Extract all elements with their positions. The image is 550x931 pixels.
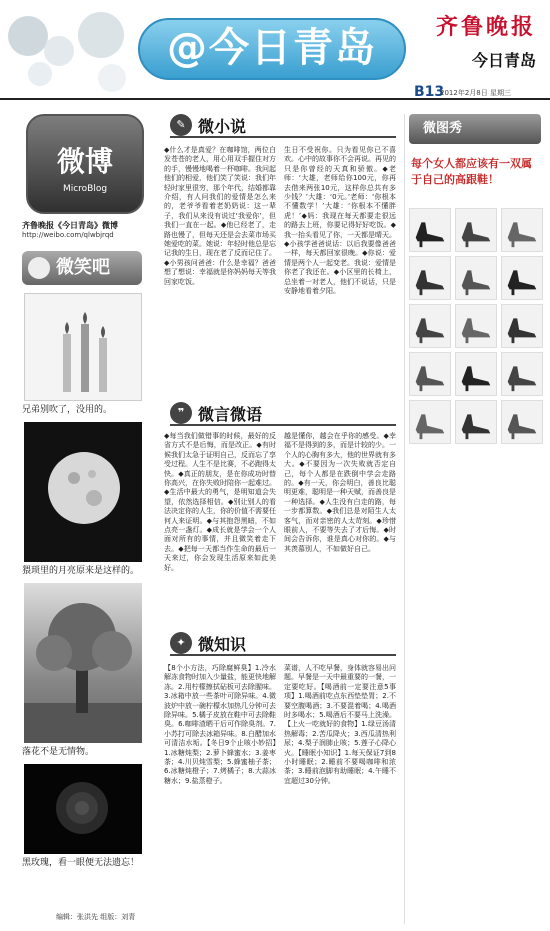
weibo-credit: 齐鲁晚报《今日青岛》微博 xyxy=(22,221,118,230)
smile-section-title: 微笑吧 xyxy=(56,257,110,278)
section-title: 微小说 xyxy=(198,117,247,136)
shoe-photo-grid xyxy=(409,208,543,444)
section-micro-knowledge xyxy=(170,632,396,656)
article-text: 越是懂你，越会在乎你的感受。◆幸福不是得到的多，而是计较的少。一个人的心胸有多大，他的世界就有多大。◆不要因为一次失败就否定自己，每个人都是在跌倒中学会走路的。◆有一天，你会明白，善良比聪明更难，聪明是一种天赋，而善良是一种选择。◆人生没有白走的路，每一步都算数。◆我们总是对陌生人太客气，而对亲密的人太苛刻。◆珍惜眼前人，不要等失去了才后悔。◆时间会告诉你，谁是真心对你的。◆与其羡慕别人，不如做好自己。 xyxy=(284,432,396,553)
photo-caption: 猥琐里的月亮原来是这样的。 xyxy=(22,566,140,576)
shoe-photo xyxy=(501,256,543,300)
shoe-photo xyxy=(501,352,543,396)
edition-name: 今日青岛 xyxy=(471,51,536,70)
shoe-photo xyxy=(409,256,451,300)
photo-candles xyxy=(24,293,142,401)
article-text: 生日不受祝你。只为看见你已不喜欢。心中的故事你不会再说。再见的只是你曾经的天真和骄傲。◆老师：‘大雄，老师给你100元，你再去借来两张10元，这样你总共有多少钱？’大雄：‘0元。’老师：‘你根本不懂数学！’大雄：‘你根本不懂胖虎！’◆妈：我现在每天都要走很远的路去上班，你要记得好好吃饭。◆我一抬头看见了你，一天都是晴天。◆小孩学爸爸说话：以后我要像爸爸一样，每天都回家很晚。◆你说：爱情是两个人一起变老。我说：爱情是你老了我还在。◆小区里的长椅上，总坐着一对老人，他们不说话，只是安静地看着夕阳。 xyxy=(284,146,396,296)
shoe-photo xyxy=(455,304,497,348)
section-micro-fiction xyxy=(170,114,396,138)
article-text: 【8个小方法，巧除腐鲜臭】1.冷水解冻食物时加入少量盐，能更快地解冻。2.用柠檬擦拭砧板可去除腥味。3.冰箱中放一些茶叶可除异味。4.微波炉中放一碗柠檬水加热几分钟可去除异味。5.橘子皮放在鞋中可去除鞋臭。6.咖啡渣晒干后可作除臭剂。7.小苏打可除去冰箱异味。8.白醋加水可清洁水垢。【冬日9个止咳小妙招】1.冰糖炖梨；2.萝卜蜂蜜水；3.姜枣茶；4.川贝炖雪梨；5.蜂蜜柚子茶；6.冰糖炖橙子；7.烤橘子；8.大蒜冰糖水；9.盐蒸橙子。 xyxy=(164,664,276,785)
article-column xyxy=(164,146,276,378)
shoe-photo xyxy=(409,304,451,348)
shoe-photo xyxy=(409,208,451,252)
article-text: 菜谱，人不吃早餐，身体就容易出问题。早餐是一天中最重要的一餐，一定要吃好。【喝酒前一定要注意5事项】1.喝酒前吃点东西垫垫胃；2.不要空腹喝酒；3.不要混着喝；4.喝酒时多喝水；5.喝酒后不要马上洗澡。【上火一吃就好的食物】1.绿豆汤清热解毒；2.苦瓜降火；3.西瓜清热利尿；4.梨子润肺止咳；5.莲子心降心火。【睡眠小知识】1.每天保证7到8小时睡眠；2.睡前不要喝咖啡和浓茶；3.睡前泡脚有助睡眠；4.午睡不宜超过30分钟。 xyxy=(284,664,396,785)
newspaper-brand: 齐鲁晚报 xyxy=(435,14,536,40)
smile-icon xyxy=(28,257,50,279)
shoe-photo xyxy=(409,400,451,444)
weibo-logo-text: 微博 xyxy=(56,145,113,178)
header-decoration xyxy=(8,6,138,92)
section-micro-sayings xyxy=(170,402,396,426)
photo-caption: 落花不是无情物。 xyxy=(22,747,95,757)
shoe-photo xyxy=(409,352,451,396)
pen-icon: ✎ xyxy=(170,114,192,136)
shoe-photo xyxy=(455,256,497,300)
quote-icon: ❞ xyxy=(170,402,192,424)
weibo-url[interactable]: http://weibo.com/qlwbjrqd xyxy=(22,231,114,239)
article-column xyxy=(284,432,396,610)
article-text: ◆什么才是真爱？在咖啡馆，两位白发苍苍的老人，用心用双手握住对方的手，慢慢地喝着一杯咖啡。我问起他们的相爱，他们笑了笑说：我们年轻时家里很穷，那个年代，结婚都靠介绍，有人问我们的爱情是怎么来的，老爷爷看着老奶奶说：这一辈子，我们从来没有说过‘我爱你’，但我们一直在一起。◆他已经老了，走路也慢了，但每天还是会去菜市场买她爱吃的菜。她说：年轻时他总是忘记我的生日，现在老了反而记住了。◆小男孩问爸爸：什么是幸福？爸爸想了想说：幸福就是你妈妈每天等我回家吃饭。 xyxy=(164,146,276,286)
section-title: 微知识 xyxy=(198,635,247,654)
masthead xyxy=(0,0,550,100)
editor-credit: 编辑：张洪先 组版：刘青 xyxy=(56,913,136,921)
photo-caption: 兄弟别吹了，没用的。 xyxy=(22,405,113,415)
shoe-photo xyxy=(455,400,497,444)
bulb-icon: ✦ xyxy=(170,632,192,654)
section-title: 微言微语 xyxy=(198,405,263,424)
photo-moon xyxy=(24,422,142,562)
picture-show-tab: 微图秀 xyxy=(409,114,541,144)
article-column xyxy=(284,146,396,378)
photo-caption: 黑玫瑰，看一眼便无法遗忘！ xyxy=(22,858,140,868)
smile-section-tab xyxy=(22,251,142,285)
left-column xyxy=(22,114,144,914)
article-column xyxy=(164,664,276,920)
shoe-photo xyxy=(501,208,543,252)
shoe-photo xyxy=(455,208,497,252)
picture-quote: 每个女人都应该有一双属于自己的高跟鞋！ xyxy=(411,157,532,186)
right-column xyxy=(404,114,544,924)
page-number: B13 xyxy=(414,84,445,100)
shoe-photo xyxy=(455,352,497,396)
photo-black-rose xyxy=(24,764,142,854)
shoe-photo xyxy=(501,304,543,348)
shoe-photo xyxy=(501,400,543,444)
article-column xyxy=(284,664,396,920)
article-column xyxy=(164,432,276,610)
photo-flower-tree xyxy=(24,583,142,743)
weibo-logo xyxy=(26,114,144,214)
weibo-logo-subtext: MicroBlog xyxy=(62,184,108,194)
issue-date: 2012年2月8日 星期三 xyxy=(440,89,511,97)
article-text: ◆每当我们做错事的时候，最好的反省方式不是后悔，而是改正。◆有时候我们太急于证明自己，反而忘了享受过程。人生不是比赛，不必跑得太快。◆真正的朋友，是在你成功时替你高兴，在你失败时陪你一起难过。◆生活中最大的勇气，是明知道会失望，依然选择相信。◆别让别人的看法决定你的人生，你的价值不需要任何人来证明。◆与其抱怨黑暗，不如点亮一盏灯。◆成长就是学会一个人面对所有的事情，并且微笑着走下去。◆把每一天都当作生命的最后一天来过，你会发现生活原来如此美好。 xyxy=(164,432,276,572)
page-title: @今日青岛 xyxy=(138,18,406,80)
